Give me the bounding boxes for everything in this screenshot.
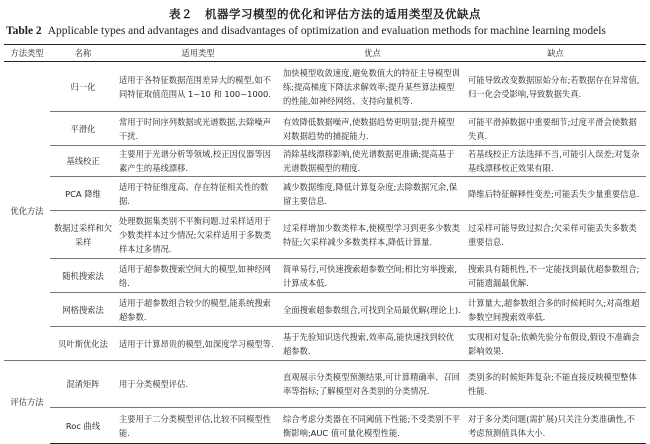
table-row [4,112,646,146]
method-name: 平滑化 [50,112,116,146]
table-row [4,408,646,444]
cons: 实现相对复杂;依赖先验分布假设,假设不准确会影响效果. [465,327,646,361]
applicable-type: 适用于超参数搜索空间大的模型,如神经网络. [116,259,280,293]
applicable-type: 主要用于二分类模型评估,比较不同模型性能. [116,408,280,444]
method-name: 数据过采样和欠采样 [50,211,116,259]
table-row [4,259,646,293]
table-row [4,62,646,112]
pros: 加快模型收敛速度,避免数值大的特征主导模型训练;提高梯度下降法求解效率;提升某些算法模型的性能,如神经网络、支持向量机等. [280,62,465,112]
cons: 可能导致改变数据原始分布;若数据存在异常值,归一化会受影响,导致数据失真. [465,62,646,112]
cons: 类别多的时候矩阵复杂;不能直接反映模型整体性能. [465,361,646,408]
applicable-type: 常用于时间序列数据或光谱数据,去除噪声干扰. [116,112,280,146]
applicable-type: 主要用于光谱分析等领域,校正因仪器等因素产生的基线漂移. [116,146,280,177]
cons: 搜索具有随机性,不一定能找到最优超参数组合;可能遗漏最优解. [465,259,646,293]
table-caption-en [6,25,646,37]
applicable-type: 处理数据集类别不平衡问题.过采样适用于少数类样本过少情况;欠采样适用于多数类样本过多情况. [116,211,280,259]
header-applicable-type: 适用类型 [116,45,280,62]
method-name: 基线校正 [50,146,116,177]
pros: 消除基线漂移影响,使光谱数据更准确;提高基于光谱数据模型的精度. [280,146,465,177]
table-row [4,146,646,177]
table-header-row [4,45,646,62]
table-row [4,293,646,327]
table-caption-zh: 表２ 机器学习模型的优化和评估方法的适用类型及优缺点 [169,7,481,21]
pros: 直观展示分类模型预测结果,可计算精确率、召回率等指标;了解模型对各类别的分类情况. [280,361,465,408]
method-name: Roc 曲线 [50,408,116,444]
method-name: PCA 降维 [50,177,116,211]
pros: 综合考虑分类器在不同阈值下性能;不受类别不平衡影响;AUC 值可量化模型性能. [280,408,465,444]
applicable-type: 适用于特征维度高、存在特征相关性的数据. [116,177,280,211]
applicable-type: 适用于计算昂贵的模型,如深度学习模型等. [116,327,280,361]
table-row [4,327,646,361]
cons: 降维后特征解释性变差;可能丢失少量重要信息. [465,177,646,211]
table-label-en: Table 2 [6,25,42,37]
table-title-en: Applicable types and advantages and disadvantages of optimization and evaluation methods for machine learning models [47,25,606,37]
method-name: 网格搜索法 [50,293,116,327]
pros: 过采样增加少数类样本,使模型学习到更多少数类特征;欠采样减少多数类样本,降低计算量. [280,211,465,259]
header-method-type: 方法类型 [4,45,50,62]
methods-table [4,44,646,444]
group-optimization: 优化方法 [4,62,50,361]
pros: 有效降低数据噪声,使数据趋势更明显;提升模型对数据趋势的捕捉能力. [280,112,465,146]
applicable-type: 适用于各特征数据范围差异大的模型,如不同特征取值范围从 1~10 和 100~1000. [116,62,280,112]
cons: 过采样可能导致过拟合;欠采样可能丢失多数类重要信息. [465,211,646,259]
method-name: 贝叶斯优化法 [50,327,116,361]
table-row [4,361,646,408]
method-name: 随机搜索法 [50,259,116,293]
header-name: 名称 [50,45,116,62]
header-pros: 优点 [280,45,465,62]
pros: 简单易行,可快速搜索超参数空间;相比穷举搜索,计算成本低. [280,259,465,293]
cons: 计算量大,超参数组合多的时候耗时久;对高维超参数空间搜索效率低. [465,293,646,327]
method-name: 混淆矩阵 [50,361,116,408]
method-name: 归一化 [50,62,116,112]
table-row [4,177,646,211]
group-evaluation: 评估方法 [4,361,50,444]
pros: 全面搜索超参数组合,可找到全局最优解(理论上). [280,293,465,327]
cons: 对于多分类问题(需扩展)只关注分类准确性,不考虑预测值具体大小. [465,408,646,444]
header-cons: 缺点 [465,45,646,62]
pros: 减少数据维度,降低计算复杂度;去除数据冗余,保留主要信息. [280,177,465,211]
applicable-type: 用于分类模型评估. [116,361,280,408]
table-row [4,211,646,259]
pros: 基于先验知识迭代搜索,效率高,能快速找到较优超参数. [280,327,465,361]
cons: 若基线校正方法选择不当,可能引入误差;对复杂基线漂移校正效果有限. [465,146,646,177]
cons: 可能平滑掉数据中重要细节;过度平滑会使数据失真. [465,112,646,146]
applicable-type: 适用于超参数组合较少的模型,能系统搜索超参数. [116,293,280,327]
